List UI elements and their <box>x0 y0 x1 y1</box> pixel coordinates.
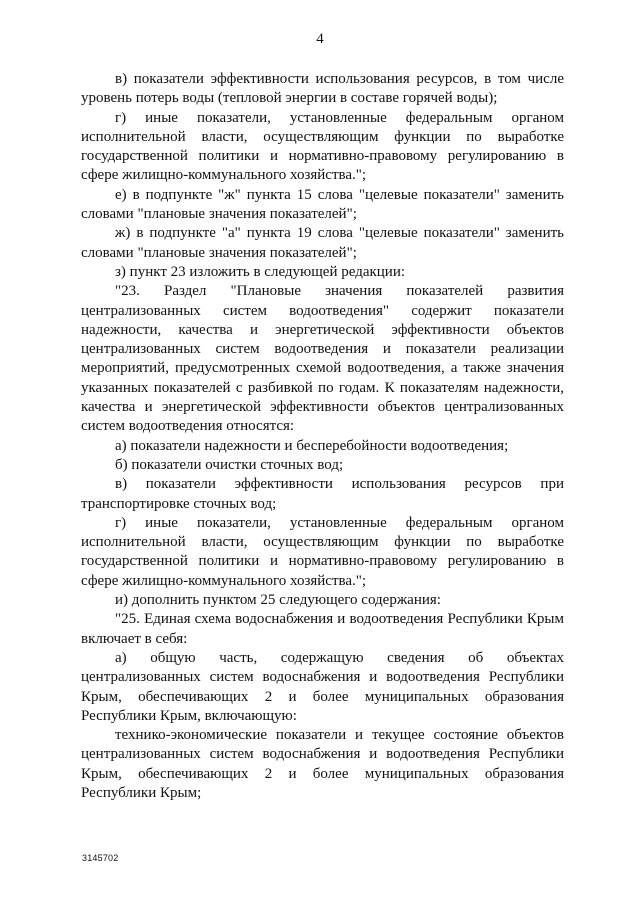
document-id: 3145702 <box>82 853 119 863</box>
paragraph-g-other-indicators: г) иные показатели, установленные федеральным органом исполнительной власти, осуществляющим функции по выработке государственной политики и нормативно-правовому регулированию в сфере жилищно-коммунального хозяйства."; <box>81 109 564 184</box>
paragraph-i-amendment: и) дополнить пунктом 25 следующего содержания: <box>115 592 441 609</box>
paragraph-23-a: а) показатели надежности и бесперебойности водоотведения; <box>115 437 509 454</box>
paragraph-z-amendment: з) пункт 23 изложить в следующей редакции: <box>115 263 406 280</box>
paragraph-23-g: г) иные показатели, установленные федеральным органом исполнительной власти, осуществляющим функции по выработке государственной политики и нормативно-правовому регулированию в сфере жилищно-коммунального хозяйства."; <box>81 514 564 589</box>
paragraph-25-a-indicators: технико-экономические показатели и текущее состояние объектов централизованных систем водоснабжения и водоотведения Республики Крым, обеспечивающих 2 и более муниципальных образования Республики Крым; <box>81 727 564 801</box>
paragraph-e-amendment: е) в подпункте "ж" пункта 15 слова "целевые показатели" заменить словами "плановые значения показателей"; <box>81 186 564 223</box>
document-body <box>81 70 564 803</box>
paragraph-item-23: "23. Раздел "Плановые значения показателей развития централизованных систем водоотведения" содержит показатели надежности, качества и энергетической эффективности объектов централизованных систем водоотведения и показатели реализации мероприятий, предусмотренных схемой водоотведения, а также значения указанных показателей с разбивкой по годам. К показателям надежности, качества и энергетической эффективности объектов централизованных систем водоотведения относятся: <box>81 283 564 435</box>
paragraph-25-a: а) общую часть, содержащую сведения об объектах централизованных систем водоснабжения и водоотведения Республики Крым, обеспечивающих 2 и более муниципальных образования Республики Крым, включающую: <box>81 649 564 724</box>
paragraph-23-b: б) показатели очистки сточных вод; <box>115 456 344 473</box>
paragraph-item-25: "25. Единая схема водоснабжения и водоотведения Республики Крым включает в себя: <box>81 611 564 647</box>
paragraph-23-v: в) показатели эффективности использования ресурсов при транспортировке сточных вод; <box>81 476 564 512</box>
paragraph-v-resource-efficiency: в) показатели эффективности использования ресурсов, в том числе уровень потерь воды (тепловой энергии в составе горячей воды); <box>81 71 564 107</box>
page-number: 4 <box>316 31 324 47</box>
paragraph-zh-amendment: ж) в подпункте "а" пункта 19 слова "целевые показатели" заменить словами "плановые значения показателей"; <box>81 225 564 261</box>
